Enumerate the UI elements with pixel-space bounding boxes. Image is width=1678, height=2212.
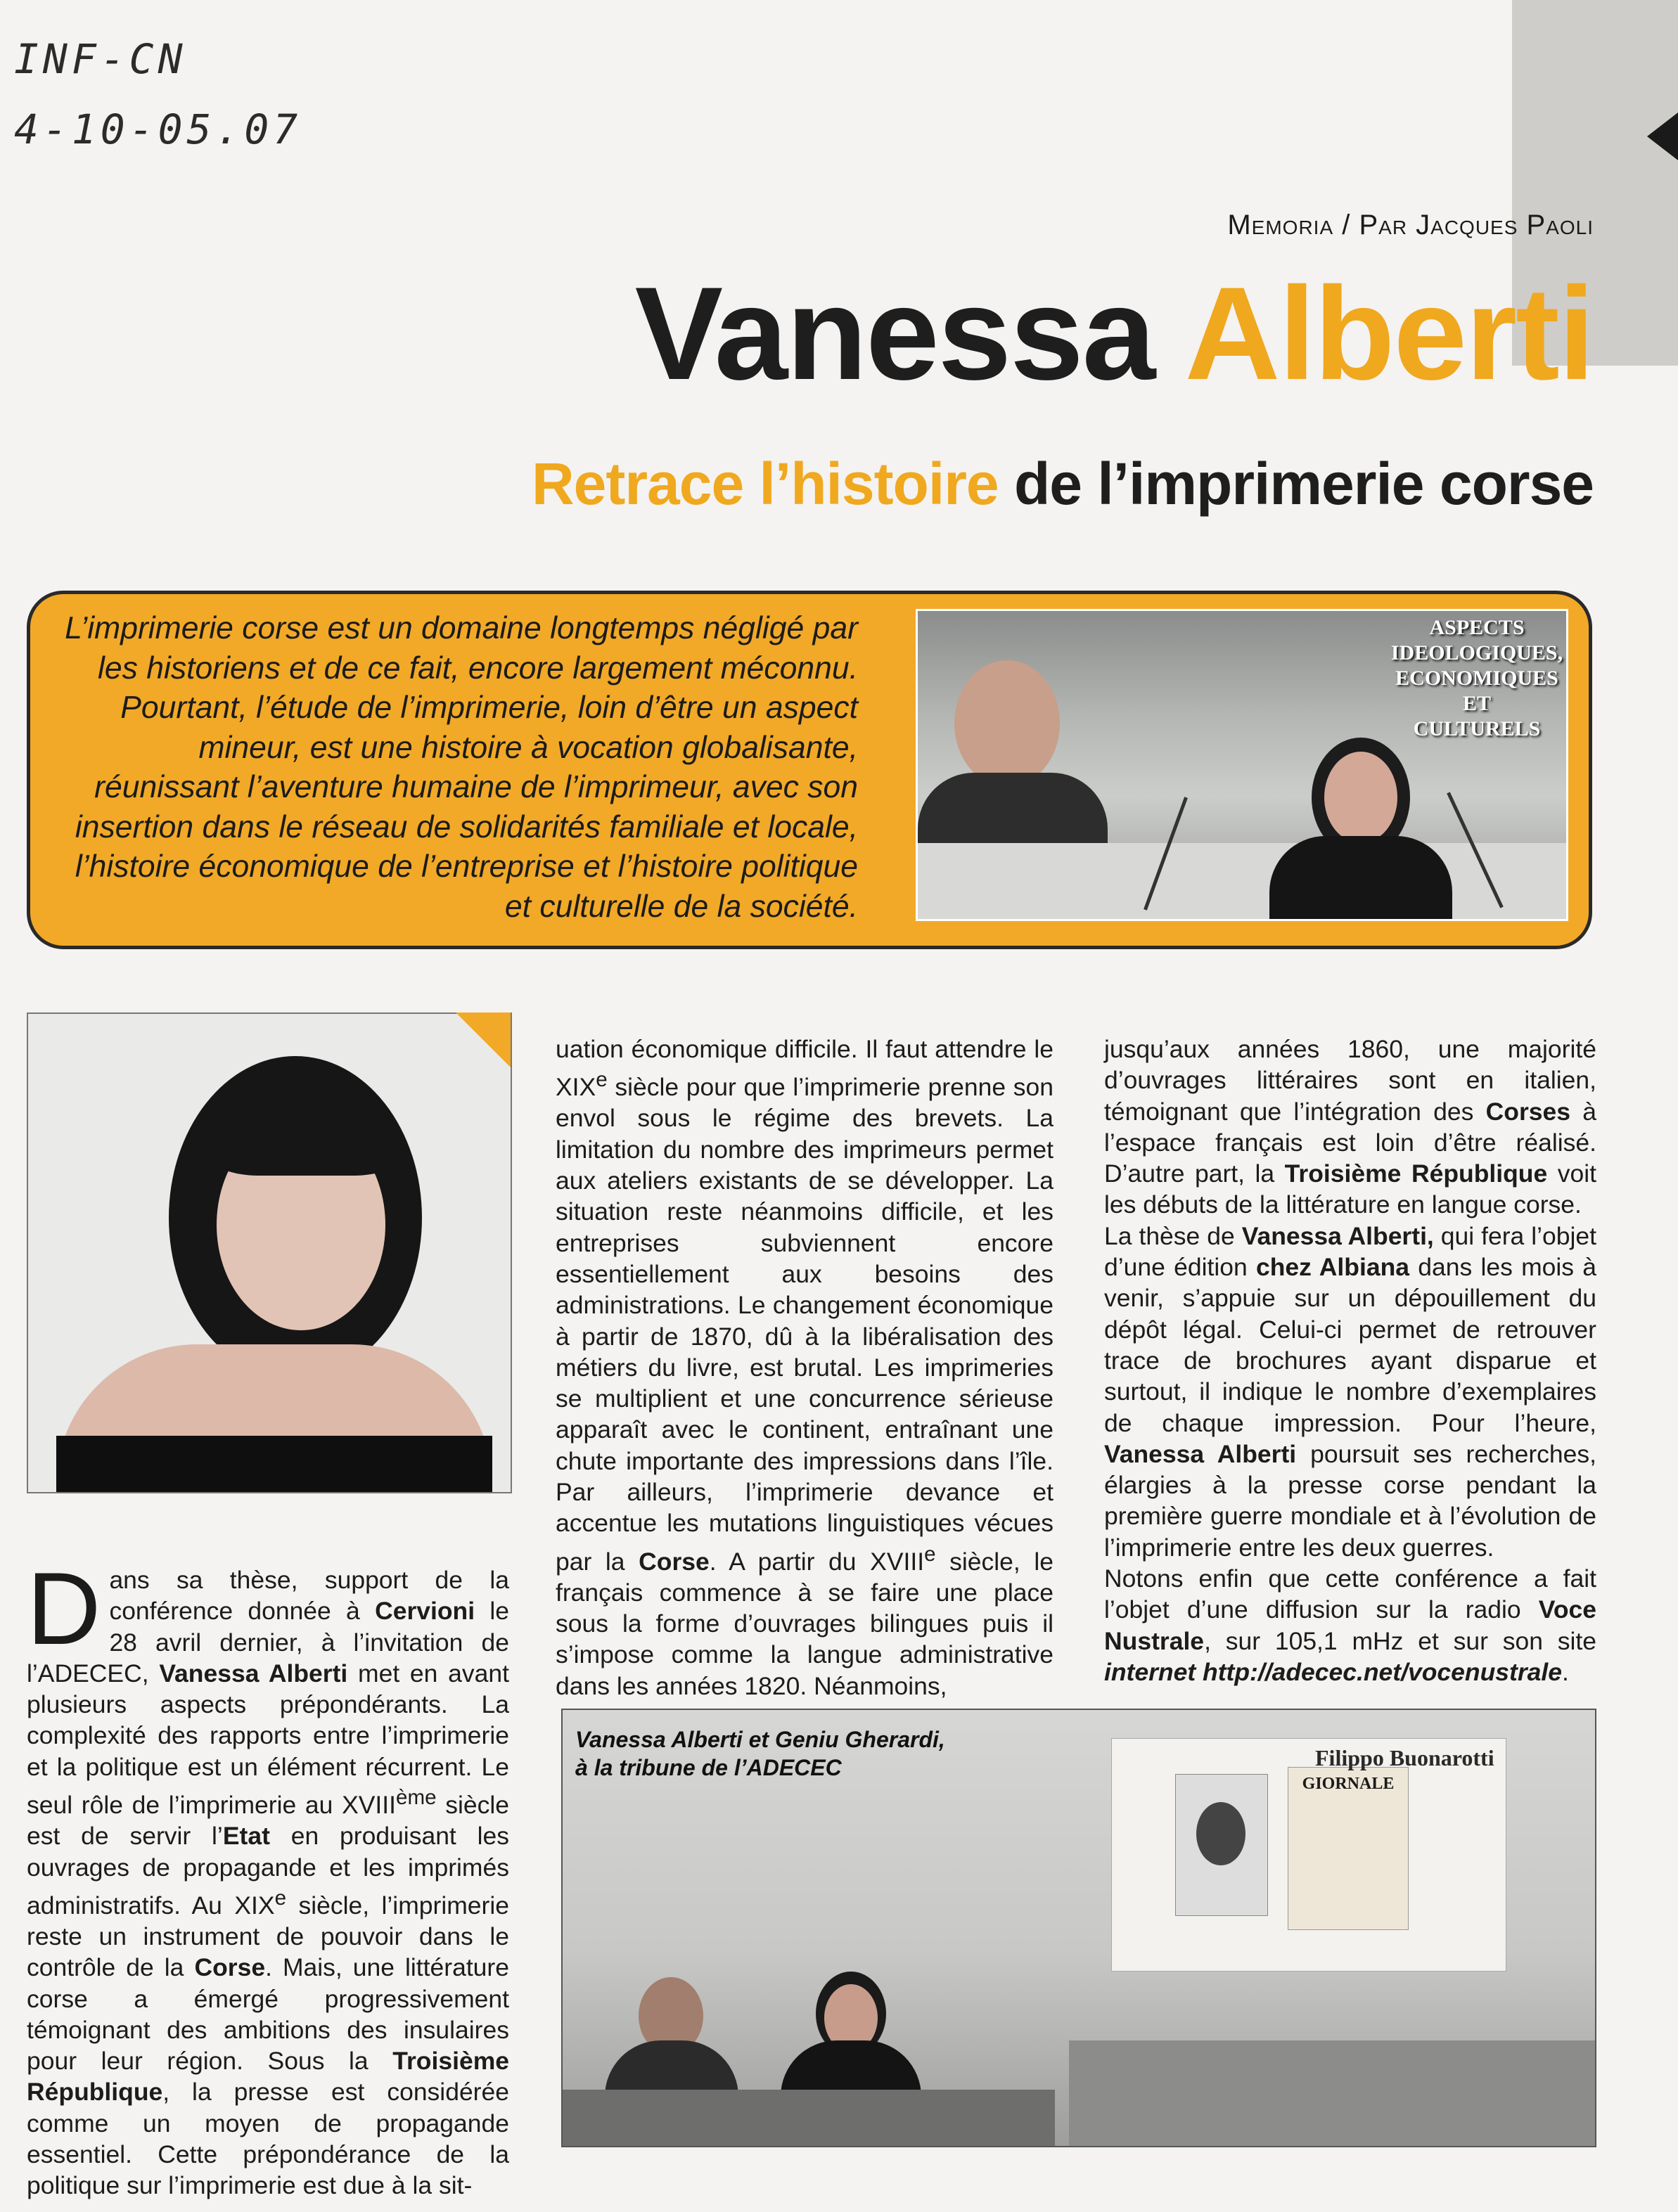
rubric-byline: Memoria / Par Jacques Paoli xyxy=(1227,210,1594,240)
title-last-name: Alberti xyxy=(1184,259,1594,407)
caption-line-1: Vanessa Alberti et Geniu Gherardi, xyxy=(575,1727,945,1752)
body-column-1: Dans sa thèse, support de la conférence donnée à Cervioni le 28 avril dernier, à l’invitation de l’ADECEC, Vanessa Alberti met en avant plusieurs aspects prépondérants. La complexité des rapports entre l’imprimerie et la politique est un élément récurrent. Le seul rôle de l’imprimerie au XVIIIème siècle est de servir l’Etat en produisant les ouvrages de propagande et les imprimés administratifs. Au XIXe siècle, l’imprimerie reste un instrument de pouvoir dans le contrôle de la Corse. Mais, une littérature corse a émergé progressivement témoignant des ambitions des insulaires pour leur région. Sous la Troisième République, la presse est considérée comme un moyen de propagande essentiel. Cette prépondérance de la politique sur l’imprimerie est due à la sit- xyxy=(27,1551,510,2200)
body-column-2: uation économique difficile. Il faut attendre le XIXe siècle pour que l’imprimerie prenne son envol sous le régime des brevets. La limitation du nombre des imprimeurs permet aux ateliers existants de se développer. La situation reste néanmoins difficile, et les entreprises subviennent encore essentiellement aux besoins des administrations. Le changement économique à partir de 1870, dû à la libéralisation des métiers du livre, est brutal. Les imprimeries se multiplient et une concurrence sérieuse apparaît avec le continent, entraînant une chute importante des impressions dans l’île. Par ailleurs, l’imprimerie devance et accentue les mutations linguistiques vécues par la Corse. A partir du XVIIIe siècle, le français commence à se faire une place sous la forme d’ouvrages bilingues puis il s’impose comme la langue administrative dans les années 1820. Néanmoins, xyxy=(556,1035,1053,1700)
intro-photo xyxy=(916,609,1568,921)
bottom-photo xyxy=(561,1709,1596,2147)
article-title xyxy=(634,259,1594,407)
tab-arrow-icon xyxy=(1647,112,1678,160)
intro-photo-overlay: ASPECTS IDEOLOGIQUES, ECONOMIQUES ET CULTURELS xyxy=(1390,616,1563,740)
intro-text: L’imprimerie corse est un domaine longtemps négligé par les historiens et de ce fait, encore largement méconnu. Pourtant, l’étude de l’imprimerie, loin d’être un aspect mineur, est une histoire à vocation globalisante, réunissant l’aventure humaine de l’imprimeur, avec son insertion dans le réseau de solidarités familiale et locale, l’histoire économique de l’entreprise et l’histoire politique et culturelle de la société. xyxy=(65,611,858,924)
portrait-corner xyxy=(456,1012,511,1067)
subtitle-dark: de l’imprimerie corse xyxy=(1013,451,1594,517)
bottom-photo-caption xyxy=(575,1725,945,1782)
article-subtitle xyxy=(532,450,1594,518)
screen-journal-title: GIORNALE xyxy=(1302,1775,1395,1793)
body-column-3: jusqu’aux années 1860, une majorité d’ouvrages littéraires sont en italien, témoignant que l’intégration des Corses à l’espace français est loin d’être réalisé. D’autre part, la Troisième République voit les débuts de la littérature en langue corse. La thèse de Vanessa Alberti, qui fera l’objet d’une édition chez Albiana dans les mois à venir, s’appuie sur un dépouillement du dépôt légal. Celui-ci permet de retrouver trace de brochures ayant disparue et surtout, il indique le nombre d’exemplaires de chaque impression. Pour l’heure, Vanessa Alberti poursuit ses recherches, élargies à la presse corse pendant la première guerre mondiale et à l’évolution de l’imprimerie entre les deux guerres. Notons enfin que cette conférence a fait l’objet d’une diffusion sur la radio Voce Nustrale, sur 105,1 mHz et sur son site internet http://adecec.net/vocenustrale. xyxy=(1104,1035,1597,1686)
projection-screen xyxy=(1111,1738,1506,1972)
subtitle-orange: Retrace l’histoire xyxy=(532,451,999,517)
portrait-photo xyxy=(27,1012,512,1493)
caption-line-2: à la tribune de l’ADECEC xyxy=(575,1755,842,1780)
screen-title: Filippo Buonarotti xyxy=(1315,1745,1494,1770)
handwritten-stamp-line1: INF-CN xyxy=(14,35,187,83)
handwritten-stamp-line2: 4-10-05.07 xyxy=(14,105,302,153)
title-first-name: Vanessa xyxy=(634,259,1155,407)
